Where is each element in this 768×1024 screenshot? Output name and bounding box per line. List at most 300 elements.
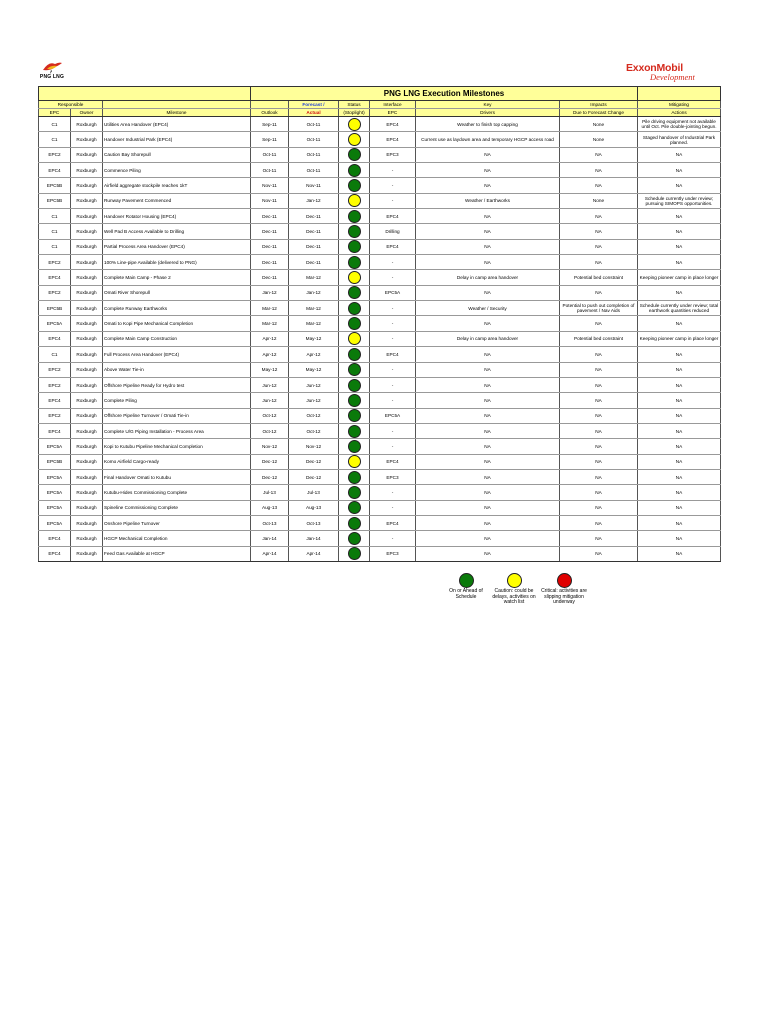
actions-cell: Schedule currently under review; total earthwork quantities reduced [638,301,721,316]
yellow-status-icon [507,573,522,588]
forecast-cell: Oct-12 [289,408,339,423]
status-cell [339,347,370,362]
outlook-cell: Mar-12 [251,316,289,331]
actions-cell: NA [638,178,721,193]
table-row [39,117,721,132]
drivers-cell: NA [416,423,560,438]
actions-cell: NA [638,362,721,377]
header-milestone: Milestone [103,109,251,117]
owner-cell: Roxburgh [71,331,103,346]
green-status-icon [348,225,361,238]
interface-cell: EPC4 [370,454,416,469]
forecast-cell: Mar-12 [289,270,339,285]
green-status-icon [348,486,361,499]
milestone-cell: HGCP Mechanical Completion [103,531,251,546]
green-status-icon [348,394,361,407]
drivers-cell: NA [416,393,560,408]
owner-cell: Roxburgh [71,117,103,132]
status-cell [339,224,370,239]
forecast-cell: Jan-12 [289,193,339,208]
impacts-cell: NA [560,178,638,193]
owner-cell: Roxburgh [71,316,103,331]
impacts-cell: Potential bed constraint [560,331,638,346]
table-row [39,163,721,178]
interface-cell: - [370,316,416,331]
drivers-cell: Weather / Earthworks [416,193,560,208]
table-row [39,469,721,484]
owner-cell: Roxburgh [71,439,103,454]
header-row-1 [39,101,721,109]
outlook-cell: Jan-12 [251,285,289,300]
owner-cell: Roxburgh [71,454,103,469]
page-title: PNG LNG Execution Milestones [251,87,638,101]
actions-cell: Pile driving equipment not available until Oct. Pile double-jointing begun. [638,117,721,132]
header-outlook: Outlook [251,109,289,117]
epc-cell: EPC5A [39,439,71,454]
status-cell [339,255,370,270]
interface-cell: EPC4 [370,347,416,362]
drivers-cell: Delay in camp area handover [416,331,560,346]
owner-cell: Roxburgh [71,193,103,208]
epc-cell: EPC4 [39,423,71,438]
forecast-cell: Apr-14 [289,546,339,561]
green-status-icon [348,517,361,530]
yellow-status-icon [348,194,361,207]
epc-cell: EPC2 [39,362,71,377]
green-status-icon [348,317,361,330]
actions-cell: Keeping pioneer camp in place longer [638,270,721,285]
drivers-cell: NA [416,485,560,500]
impacts-cell: NA [560,362,638,377]
drivers-cell: NA [416,500,560,515]
epc-cell: EPC2 [39,377,71,392]
status-cell [339,515,370,530]
header-forecast: Forecast / [289,101,339,109]
interface-cell: - [370,485,416,500]
status-cell [339,377,370,392]
milestone-cell: Complete Piling [103,393,251,408]
outlook-cell: Oct-11 [251,163,289,178]
legend-label-yellow: Caution: could be delays, activities on watch list [492,588,536,605]
status-cell [339,331,370,346]
table-row [39,270,721,285]
outlook-cell: Sep-11 [251,117,289,132]
interface-cell: - [370,423,416,438]
outlook-cell: Dec-11 [251,270,289,285]
forecast-cell: Oct-11 [289,147,339,162]
milestone-cell: Runway Pavement Commenced [103,193,251,208]
impacts-cell: NA [560,469,638,484]
table-row [39,408,721,423]
forecast-cell: Oct-11 [289,163,339,178]
milestone-cell: Handover Industrial Park (EPC4) [103,132,251,147]
milestone-cell: Full Process Area Handover (EPC4) [103,347,251,362]
header-impacts: Impacts [560,101,638,109]
exxonmobil-development: Development [650,72,695,82]
table-row [39,362,721,377]
actions-cell: NA [638,377,721,392]
header-impacts-sub: Due to Forecast Change [560,109,638,117]
outlook-cell: Jun-12 [251,377,289,392]
drivers-cell: NA [416,377,560,392]
table-row [39,193,721,208]
impacts-cell: NA [560,439,638,454]
epc-cell: C1 [39,224,71,239]
actions-cell: NA [638,285,721,300]
drivers-cell: NA [416,209,560,224]
actions-cell: NA [638,485,721,500]
owner-cell: Roxburgh [71,515,103,530]
epc-cell: C1 [39,347,71,362]
impacts-cell: NA [560,546,638,561]
owner-cell: Roxburgh [71,485,103,500]
impacts-cell: NA [560,285,638,300]
interface-cell: - [370,178,416,193]
actions-cell: NA [638,531,721,546]
epc-cell: EPC5A [39,469,71,484]
green-status-icon [348,471,361,484]
legend-label-green: On or Ahead of Schedule [449,588,483,600]
milestone-cell: Airfield aggregate stockpile reaches 1kT [103,178,251,193]
milestone-cell: Handover Rotator Housing (EPC4) [103,209,251,224]
milestone-rows [39,117,721,562]
epc-cell: EPC2 [39,285,71,300]
status-cell [339,193,370,208]
status-cell [339,469,370,484]
outlook-cell: Jun-12 [251,393,289,408]
owner-cell: Roxburgh [71,270,103,285]
green-status-icon [348,425,361,438]
header-interface-epc: EPC [370,109,416,117]
legend-item-yellow [488,573,540,606]
drivers-cell: NA [416,454,560,469]
green-status-icon [348,348,361,361]
owner-cell: Roxburgh [71,178,103,193]
drivers-cell: NA [416,546,560,561]
interface-cell: - [370,531,416,546]
milestone-cell: Omati to Kopi Pipe Mechanical Completion [103,316,251,331]
png-lng-logo-text: PNG LNG [39,74,65,80]
green-status-icon [348,532,361,545]
interface-cell: EPC5A [370,285,416,300]
outlook-cell: Jan-14 [251,531,289,546]
epc-cell: C1 [39,239,71,254]
status-cell [339,439,370,454]
interface-cell: EPC4 [370,132,416,147]
interface-cell: - [370,393,416,408]
forecast-cell: Dec-11 [289,224,339,239]
drivers-cell: NA [416,316,560,331]
table-row [39,147,721,162]
owner-cell: Roxburgh [71,546,103,561]
outlook-cell: Oct-11 [251,147,289,162]
green-status-icon [348,363,361,376]
outlook-cell: Aug-13 [251,500,289,515]
interface-cell: - [370,255,416,270]
forecast-cell: Jul-13 [289,485,339,500]
outlook-cell: Dec-11 [251,239,289,254]
status-cell [339,163,370,178]
milestone-cell: Onshore Pipeline Turnover [103,515,251,530]
interface-cell: - [370,301,416,316]
outlook-cell: Dec-12 [251,454,289,469]
interface-cell: EPC3 [370,546,416,561]
exxonmobil-brand: ExxonMobil [626,62,683,74]
milestone-cell: Kopi to Kutubu Pipeline Mechanical Completion [103,439,251,454]
status-cell [339,301,370,316]
status-cell [339,393,370,408]
drivers-cell: Delay in camp area handover [416,270,560,285]
impacts-cell: NA [560,224,638,239]
outlook-cell: May-12 [251,362,289,377]
drivers-cell: NA [416,515,560,530]
status-cell [339,132,370,147]
epc-cell: EPC2 [39,147,71,162]
legend-label-red: Critical: activities are slipping mitigation underway [541,588,587,605]
milestone-cell: Spineline Commissioning Complete [103,500,251,515]
outlook-cell: Mar-12 [251,301,289,316]
status-cell [339,178,370,193]
milestone-cell: Komo Airfield Cargo-ready [103,454,251,469]
milestone-cell: Utilities Area Handover (EPC4) [103,117,251,132]
actions-cell: NA [638,469,721,484]
table-row [39,500,721,515]
epc-cell: EPC4 [39,270,71,285]
table-row [39,285,721,300]
interface-cell: - [370,163,416,178]
impacts-cell: NA [560,316,638,331]
outlook-cell: Oct-13 [251,515,289,530]
status-cell [339,285,370,300]
milestone-cell: Kutubu-Hides Commissioning Complete [103,485,251,500]
impacts-cell: NA [560,408,638,423]
epc-cell: C1 [39,132,71,147]
green-status-icon [348,286,361,299]
legend-item-green [440,573,492,600]
outlook-cell: Apr-12 [251,331,289,346]
green-status-icon [348,210,361,223]
milestones-table [38,86,721,562]
header-responsible: Responsible [39,101,103,109]
header-interface: Interface [370,101,416,109]
epc-cell: EPC5B [39,454,71,469]
owner-cell: Roxburgh [71,362,103,377]
interface-cell: - [370,331,416,346]
actions-cell: NA [638,515,721,530]
milestone-cell: Complete U/G Piping Installation - Process Area [103,423,251,438]
milestone-cell: Commence Piling [103,163,251,178]
epc-cell: EPC5B [39,193,71,208]
epc-cell: EPC4 [39,393,71,408]
status-cell [339,316,370,331]
table-row [39,454,721,469]
table-row [39,316,721,331]
epc-cell: EPC5B [39,301,71,316]
owner-cell: Roxburgh [71,423,103,438]
header-status: Status [339,101,370,109]
forecast-cell: Dec-12 [289,469,339,484]
interface-cell: Drilling [370,224,416,239]
outlook-cell: Nov-12 [251,439,289,454]
milestone-cell: Omati River Shorepull [103,285,251,300]
forecast-cell: Mar-12 [289,316,339,331]
interface-cell: - [370,439,416,454]
impacts-cell: NA [560,239,638,254]
green-status-icon [459,573,474,588]
impacts-cell: NA [560,255,638,270]
header-actions: Actions [638,109,721,117]
status-cell [339,117,370,132]
status-cell [339,408,370,423]
table-row [39,377,721,392]
actions-cell: Keeping pioneer camp in place longer [638,331,721,346]
impacts-cell: None [560,193,638,208]
table-row [39,546,721,561]
yellow-status-icon [348,455,361,468]
table-row [39,439,721,454]
green-status-icon [348,148,361,161]
interface-cell: EPC4 [370,209,416,224]
impacts-cell: None [560,117,638,132]
epc-cell: EPC5A [39,500,71,515]
forecast-cell: Jun-12 [289,377,339,392]
actions-cell: NA [638,224,721,239]
green-status-icon [348,409,361,422]
epc-cell: EPC2 [39,255,71,270]
drivers-cell: NA [416,285,560,300]
status-cell [339,531,370,546]
green-status-icon [348,302,361,315]
impacts-cell: Potential to push out completion of pavement / Nav Aids [560,301,638,316]
drivers-cell: NA [416,255,560,270]
table-row [39,515,721,530]
green-status-icon [348,501,361,514]
table-row [39,347,721,362]
actions-cell: NA [638,147,721,162]
actions-cell: NA [638,393,721,408]
interface-cell: EPC5A [370,408,416,423]
status-cell [339,485,370,500]
forecast-cell: Dec-11 [289,255,339,270]
table-row [39,485,721,500]
status-cell [339,454,370,469]
table-row [39,423,721,438]
green-status-icon [348,240,361,253]
yellow-status-icon [348,271,361,284]
impacts-cell: NA [560,423,638,438]
actions-cell: NA [638,408,721,423]
status-cell [339,239,370,254]
forecast-cell: Jan-14 [289,531,339,546]
milestone-cell: Complete Main Camp - Phase 2 [103,270,251,285]
drivers-cell: NA [416,239,560,254]
milestone-cell: Complete Main Camp Construction [103,331,251,346]
interface-cell: EPC4 [370,515,416,530]
impacts-cell: NA [560,393,638,408]
actions-cell: NA [638,316,721,331]
owner-cell: Roxburgh [71,500,103,515]
outlook-cell: Dec-12 [251,469,289,484]
impacts-cell: NA [560,147,638,162]
png-lng-logo [37,60,67,82]
forecast-cell: Oct-13 [289,515,339,530]
forecast-cell: Nov-12 [289,439,339,454]
interface-cell: - [370,270,416,285]
actions-cell: Staged handover of Industrial Park planned. [638,132,721,147]
outlook-cell: Oct-12 [251,408,289,423]
forecast-cell: Dec-11 [289,239,339,254]
header-key: Key [416,101,560,109]
title-row [39,87,721,101]
table-row [39,531,721,546]
actions-cell: NA [638,546,721,561]
table-row [39,301,721,316]
actions-cell: NA [638,454,721,469]
epc-cell: EPC4 [39,546,71,561]
actions-cell: NA [638,423,721,438]
yellow-status-icon [348,118,361,131]
milestone-cell: Final Handover Omati to Kutubu [103,469,251,484]
status-cell [339,546,370,561]
drivers-cell: NA [416,408,560,423]
drivers-cell: NA [416,362,560,377]
outlook-cell: Nov-11 [251,193,289,208]
header-mitigating: Mitigating [638,101,721,109]
actions-cell: Schedule currently under review; pursuing SIMOPS opportunities. [638,193,721,208]
drivers-cell: NA [416,163,560,178]
forecast-cell: May-12 [289,362,339,377]
status-cell [339,500,370,515]
interface-cell: - [370,500,416,515]
green-status-icon [348,256,361,269]
table-row [39,224,721,239]
impacts-cell: NA [560,531,638,546]
impacts-cell: NA [560,454,638,469]
epc-cell: EPC2 [39,408,71,423]
milestone-cell: Offshore Pipeline Turnover / Omati Tie-in [103,408,251,423]
actions-cell: NA [638,163,721,178]
owner-cell: Roxburgh [71,224,103,239]
forecast-cell: Dec-11 [289,209,339,224]
outlook-cell: Jul-13 [251,485,289,500]
yellow-status-icon [348,133,361,146]
actions-cell: NA [638,239,721,254]
outlook-cell: Dec-11 [251,209,289,224]
green-status-icon [348,440,361,453]
forecast-cell: Jan-12 [289,285,339,300]
impacts-cell: NA [560,163,638,178]
owner-cell: Roxburgh [71,408,103,423]
owner-cell: Roxburgh [71,469,103,484]
green-status-icon [348,179,361,192]
drivers-cell: NA [416,147,560,162]
interface-cell: - [370,362,416,377]
forecast-cell: Nov-11 [289,178,339,193]
forecast-cell: Apr-12 [289,347,339,362]
actions-cell: NA [638,347,721,362]
impacts-cell: NA [560,347,638,362]
epc-cell: C1 [39,117,71,132]
status-cell [339,423,370,438]
green-status-icon [348,547,361,560]
header-actual: Actual [289,109,339,117]
green-status-icon [348,164,361,177]
table-row [39,209,721,224]
impacts-cell: Potential bed constraint [560,270,638,285]
header-owner: Owner [71,109,103,117]
status-cell [339,362,370,377]
owner-cell: Roxburgh [71,285,103,300]
